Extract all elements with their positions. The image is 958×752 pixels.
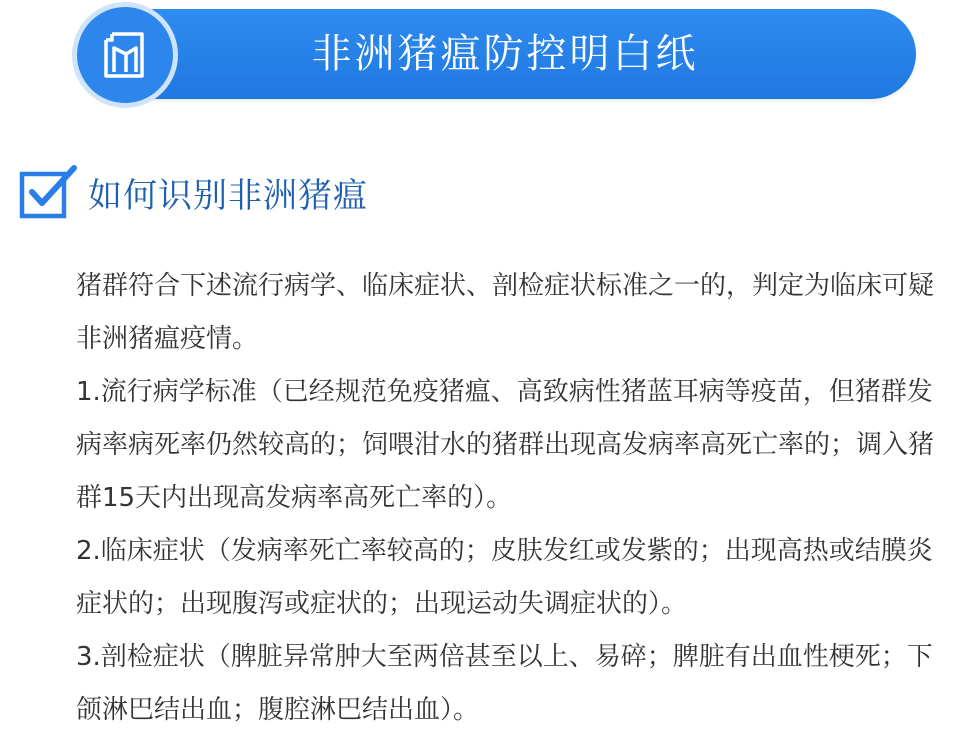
criteria-clinical: 2.临床症状（发病率死亡率较高的；皮肤发红或发紫的；出现高热或结膜炎症状的；出现腹泻或症状的；出现运动失调症状的）。 bbox=[76, 536, 933, 619]
page-title: 非洲猪瘟防控明白纸 bbox=[311, 31, 699, 77]
criteria-necropsy: 3.剖检症状（脾脏异常肿大至两倍甚至以上、易碎；脾脏有出血性梗死；下颌淋巴结出血；腹腔淋巴结出血）。 bbox=[76, 642, 933, 725]
body-content bbox=[76, 260, 938, 737]
checkbox-icon bbox=[18, 162, 80, 222]
intro-paragraph: 猪群符合下述流行病学、临床症状、剖检症状标准之一的，判定为临床可疑非洲猪瘟疫情。 bbox=[76, 271, 935, 354]
section-heading-text: 如何识别非洲猪瘟 bbox=[88, 175, 368, 216]
banner-icon-circle bbox=[72, 2, 178, 108]
criteria-epidemiology: 1.流行病学标准（已经规范免疫猪瘟、高致病性猪蓝耳病等疫苗，但猪群发病率病死率仍然较高的；饲喂泔水的猪群出现高发病率高死亡率的；调入猪群15天内出现高发病率高死亡率的）。 bbox=[76, 377, 935, 513]
title-banner bbox=[0, 0, 958, 110]
section-heading bbox=[18, 162, 368, 222]
document-icon bbox=[98, 28, 152, 82]
